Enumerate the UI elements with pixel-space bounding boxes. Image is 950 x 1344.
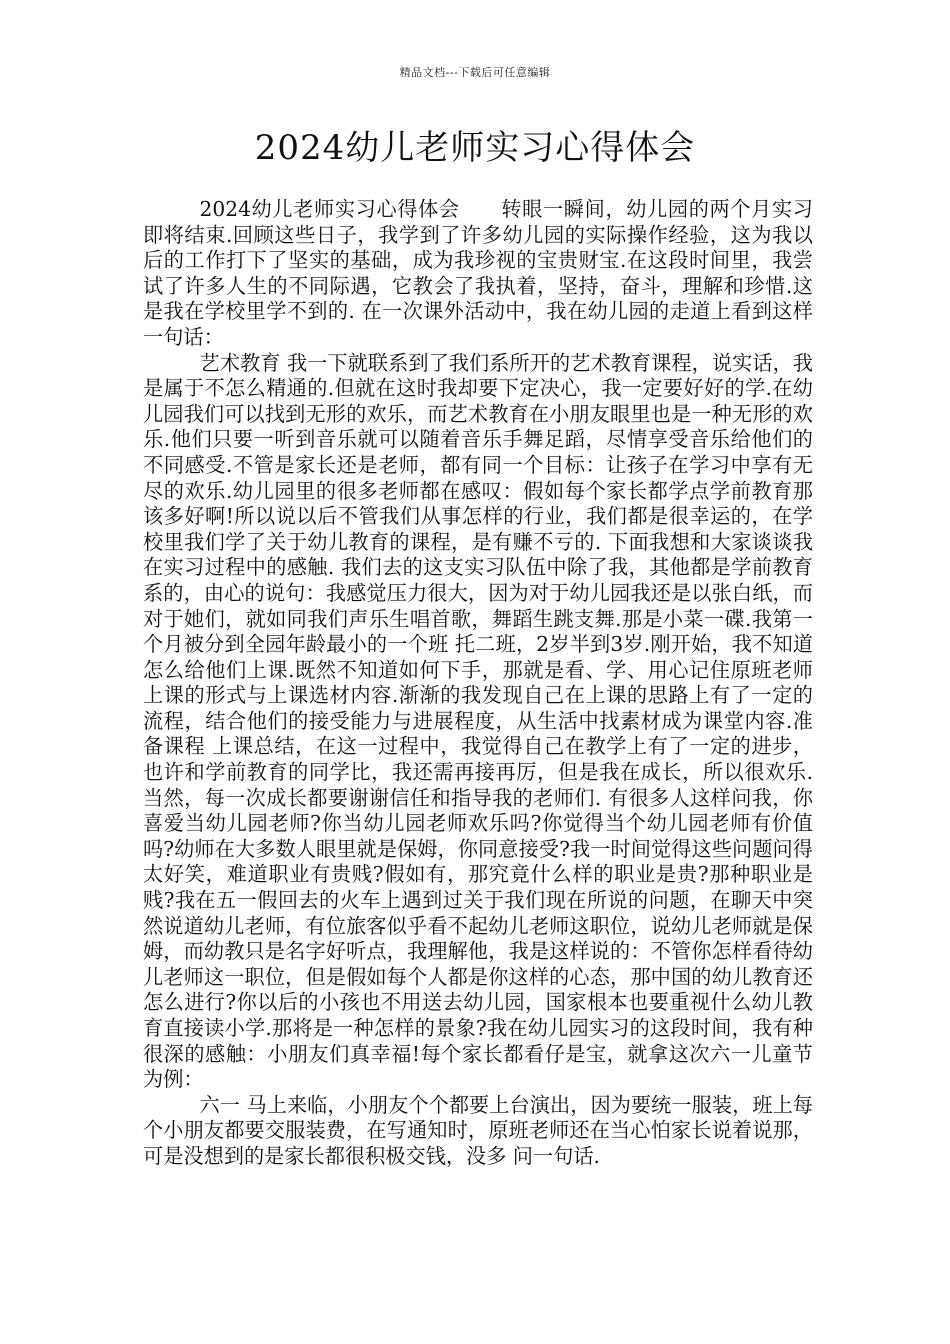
document-body — [143, 197, 813, 1170]
paragraph: 六一 马上来临，小朋友个个都要上台演出，因为要统一服装，班上每个小朋友都要交服装费，在写通知时，原班老师还在当心怕家长说着说那，可是没想到的是家长都很积极交钱，没多 问一句话. — [143, 1092, 813, 1168]
page-header: 精品文档---下载后可任意编辑 — [399, 66, 551, 79]
paragraph: 2024幼儿老师实习心得体会 转眼一瞬间，幼儿园的两个月实习即将结束.回顾这些日子，我学到了许多幼儿园的实际操作经验，这为我以后的工作打下了坚实的基础，成为我珍视的宝贵财宝.在这段时间里，我尝试了许多人生的不同际遇，它教会了我执着，坚持，奋斗，理解和珍惜.这是我在学校里学不到的. 在一次课外活动中，我在幼儿园的走道上看到这样一句话： — [143, 197, 813, 349]
document-title: 2024幼儿老师实习心得体会 — [254, 128, 696, 168]
paragraph: 艺术教育 我一下就联系到了我们系所开的艺术教育课程，说实话，我是属于不怎么精通的.但就在这时我却要下定决心，我一定要好好的学.在幼儿园我们可以找到无形的欢乐，而艺术教育在小朋友眼里也是一种无形的欢乐.他们只要一听到音乐就可以随着音乐手舞足蹈，尽情享受音乐给他们的不同感受.不管是家长还是老师，都有同一个目标：让孩子在学习中享有无尽的欢乐.幼儿园里的很多老师都在感叹：假如每个家长都学点学前教育那该多好啊!所以说以后不管我们从事怎样的行业，我们都是很幸运的，在学校里我们学了关于幼儿教育的课程，是有赚不亏的. 下面我想和大家谈谈我在实习过程中的感触. 我们去的这支实习队伍中除了我，其他都是学前教育系的，由心的说句：我感觉压力很大，因为对于幼儿园我还是以张白纸，而对于她们，就如同我们声乐生唱首歌，舞蹈生跳支舞.那是小菜一碟.我第一个月被分到全园年龄最小的一个班 托二班，2岁半到3岁.刚开始，我不知道怎么给他们上课.既然不知道如何下手，那就是看、学、用心记住原班老师上课的形式与上课选材内容.渐渐的我发现自己在上课的思路上有了一定的流程，结合他们的接受能力与进展程度，从生活中找素材成为课堂内容.准备课程 上课总结，在这一过程中，我觉得自己在教学上有了一定的进步，也许和学前教育的同学比，我还需再接再厉，但是我在成长，所以很欢乐.当然，每一次成长都要谢谢信任和指导我的老师们. 有很多人这样问我，你喜爱当幼儿园老师?你当幼儿园老师欢乐吗?你觉得当个幼儿园老师有价值吗?幼师在大多数人眼里就是保姆，你同意接受?我一时间觉得这些问题问得太好笑，难道职业有贵贱?假如有，那究竟什么样的职业是贵?那种职业是贱?我在五一假回去的火车上遇到过关于我们现在所说的问题，在聊天中突然说道幼儿老师，有位旅客似乎看不起幼儿老师这职位，说幼儿老师就是保姆，而幼教只是名字好听点，我理解他，我是这样说的：不管你怎样看待幼儿老师这一职位，但是假如每个人都是你这样的心态，那中国的幼儿教育还怎么进行?你以后的小孩也不用送去幼儿园，国家根本也要重视什么幼儿教育直接读小学.那将是一种怎样的景象?我在幼儿园实习的这段时间，我有种很深的感触：小朋友们真幸福!每个家长都看仔是宝，就拿这次六一儿童节为例： — [143, 350, 813, 1092]
